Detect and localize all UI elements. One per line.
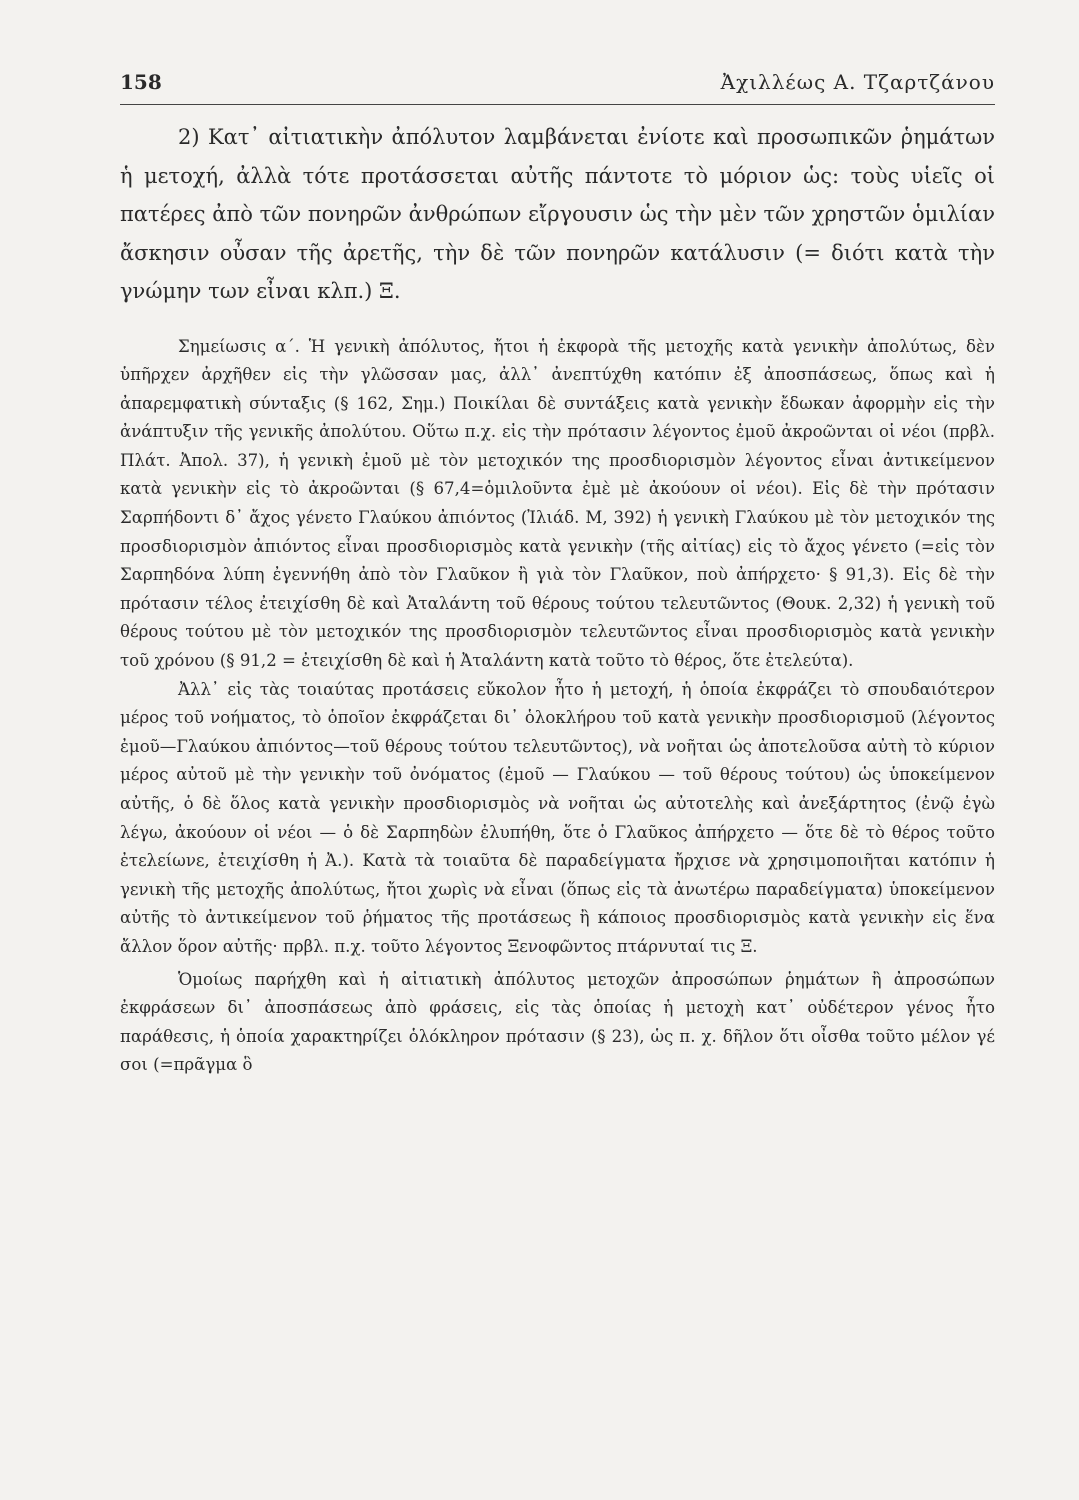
body-paragraph: Ὁμοίως παρήχθη καὶ ἡ αἰτιατικὴ ἀπόλυτος μετοχῶν ἀπροσώπων ῥημάτων ἢ ἀπροσώπων ἐκφράσεων δι᾽ ἀποσπάσεως ἀπὸ φράσεις, εἰς τὰς ὁποίας ἡ μετοχὴ κατ᾽ οὐδέτερον γένος ἦτο παράθεσις, ἡ ὁποία χαρακτηρίζει ὁλόκληρον πρότασιν (§ 23), ὡς π. χ. δῆλον ὅτι οἶσθα τοῦτο μέλον γέ σοι (=πρᾶγμα ὃ [120,969,995,1075]
page-body [120,118,995,1080]
header-rule [120,104,995,105]
page-header [120,70,995,94]
body-paragraph: Ἀλλ᾽ εἰς τὰς τοιαύτας προτάσεις εὔκολον ἦτο ἡ μετοχή, ἡ ὁποία ἐκφράζει τὸ σπουδαιότερον μέρος τοῦ νοήματος, τὸ ὁποῖον ἐκφράζεται δι᾽ ὁλοκλήρου τοῦ κατὰ γενικὴν προσδιορισμοῦ (λέγοντος ἐμοῦ—Γλαύκου ἀπιόντος—τοῦ θέρους τούτου τελευτῶντος), νὰ νοῆται ὡς ἀποτελοῦσα αὐτὴ τὸ κύριον μέρος αὐτοῦ μὲ τὴν γενικὴν τοῦ ὀνόματος (ἐμοῦ — Γλαύκου — τοῦ θέρους τούτου) ὡς ὑποκείμενον αὐτῆς, ὁ δὲ ὅλος κατὰ γενικὴν προσδιορισμὸς νὰ νοῆται ὡς αὐτοτελὴς καὶ ἀνεξάρτητος (ἐνῷ ἐγὼ λέγω, ἀκούουν οἱ νέοι — ὁ δὲ Σαρπηδὼν ἐλυπήθη, ὅτε ὁ Γλαῦκος ἀπήρχετο — ὅτε δὲ τὸ θέρος τοῦτο ἐτελείωνε, ἐτειχίσθη ἡ Ἀ.). Κατὰ τὰ τοιαῦτα δὲ παραδείγματα ἤρχισε νὰ χρησιμοποιῆται κατόπιν ἡ γενικὴ τῆς μετοχῆς ἀπολύτως, ἤτοι χωρὶς νὰ εἶναι (ὅπως εἰς τὰ ἀνωτέρω παραδείγματα) ὑποκείμενον αὐτῆς τὸ ἀντικείμενον τοῦ ῥήματος τῆς προτάσεως ἢ κάποιος προσδιορισμὸς κατὰ γενικὴν εἰς ἕνα ἄλλον ὅρον αὐτῆς· πρβλ. π.χ. τοῦτο λέγοντος Ξενοφῶντος πτάρνυταί τις Ξ. [120,679,995,956]
page-number: 158 [120,70,162,94]
note-paragraph: Σημείωσις α΄. Ἡ γενικὴ ἀπόλυτος, ἤτοι ἡ ἐκφορὰ τῆς μετοχῆς κατὰ γενικὴν ἀπολύτως, δὲν ὑπῆρχεν ἀρχῆθεν εἰς τὴν γλῶσσαν μας, ἀλλ᾽ ἀνεπτύχθη κατόπιν ἐξ ἀποσπάσεως, ὅπως καὶ ἡ ἀπαρεμφατικὴ σύνταξις (§ 162, Σημ.) Ποικίλαι δὲ συντάξεις κατὰ γενικὴν ἔδωκαν ἀφορμὴν εἰς τὴν ἀνάπτυξιν τῆς γενικῆς ἀπολύτου. Οὕτω π.χ. εἰς τὴν πρότασιν λέγοντος ἐμοῦ ἀκροῶνται οἱ νέοι (πρβλ. Πλάτ. Ἀπολ. 37), ἡ γενικὴ ἐμοῦ μὲ τὸν μετοχικόν της προσδιορισμὸν λέγοντος εἶναι ἀντικείμενον κατὰ γενικὴν εἰς τὸ ἀκροῶνται (§ 67,4=ὁμιλοῦντα ἐμὲ μὲ ἀκούουν οἱ νέοι). Εἰς δὲ τὴν πρότασιν Σαρπήδοντι δ᾽ ἄχος γένετο Γλαύκου ἀπιόντος (Ἰλιάδ. Μ, 392) ἡ γενικὴ Γλαύκου μὲ τὸν μετοχικόν της προσδιορισμὸν ἀπιόντος εἶναι προσδιορισμὸς κατὰ γενικὴν (τῆς αἰτίας) εἰς τὸ ἄχος γένετο (=εἰς τὸν Σαρπηδόνα λύπη ἐγεννήθη ἀπὸ τὸν Γλαῦκον ἢ γιὰ τὸν Γλαῦκον, ποὺ ἀπήρχετο· § 91,3). Εἰς δὲ τὴν πρότασιν τέλος ἐτειχίσθη δὲ καὶ Ἀταλάντη τοῦ θέρους τούτου τελευτῶντος (Θουκ. 2,32) ἡ γενικὴ τοῦ θέρους τούτου μὲ τὸν μετοχικόν της προσδιορισμὸν τελευτῶντος εἶναι προσδιορισμὸς κατὰ γενικὴν τοῦ χρόνου (§ 91,2 = ἐτειχίσθη δὲ καὶ ἡ Ἀταλάντη κατὰ τοῦτο τὸ θέρος, ὅτε ἐτελεύτα). [120,336,995,671]
main-paragraph: 2) Κατ᾽ αἰτιατικὴν ἀπόλυτον λαμβάνεται ἐνίοτε καὶ προσωπικῶν ῥημάτων ἡ μετοχή, ἀλλὰ τότε προτάσσεται αὐτῆς πάντοτε τὸ μόριον ὡς: τοὺς υἱεῖς οἱ πατέρες ἀπὸ τῶν πονηρῶν ἀνθρώπων εἴργουσιν ὡς τὴν μὲν τῶν χρηστῶν ὁμιλίαν ἄσκησιν οὖσαν τῆς ἀρετῆς, τὴν δὲ τῶν πονηρῶν κατάλυσιν (= διότι κατὰ τὴν γνώμην των εἶναι κλπ.) Ξ. [120,125,995,303]
running-title: Ἀχιλλέως Α. Τζαρτζάνου [720,70,995,94]
